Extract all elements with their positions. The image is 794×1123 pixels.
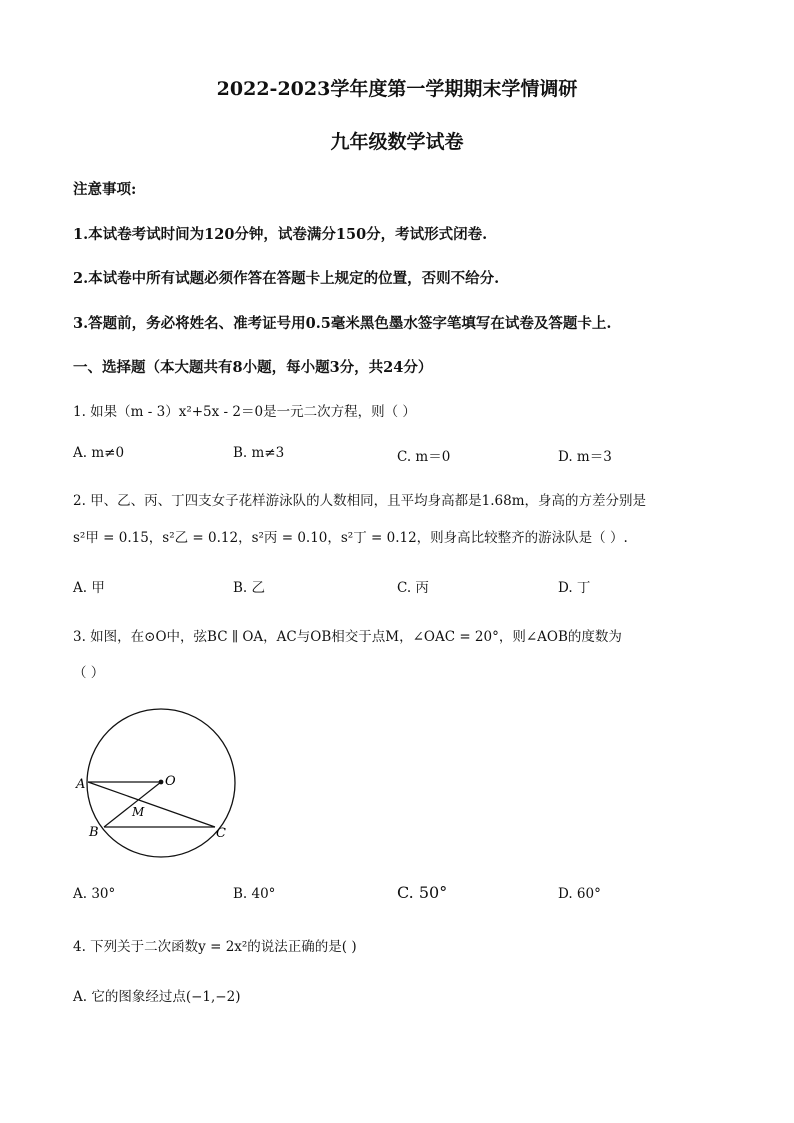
- question-4-stem: 4. 下列关于二次函数y = 2x²的说法正确的是( ): [73, 939, 357, 955]
- question-2-option-c: C. 丙: [397, 580, 429, 596]
- question-1-option-b: B. m≠3: [233, 445, 285, 461]
- question-1-option-d: D. m＝3: [558, 449, 612, 465]
- center-point-o: [159, 780, 164, 785]
- circle-geometry-figure: [70, 705, 260, 865]
- question-1-option-a: A. m≠0: [73, 445, 125, 461]
- notice-heading: 注意事项:: [73, 181, 137, 198]
- section-heading: 一、选择题（本大题共有8小题，每小题3分，共24分）: [73, 359, 433, 376]
- question-1-stem: 1. 如果（m - 3）x²+5x - 2＝0是一元二次方程，则（ ）: [73, 404, 416, 420]
- question-1-option-c: C. m＝0: [397, 449, 451, 465]
- question-2-option-d: D. 丁: [558, 580, 591, 596]
- notice-item-1: 1.本试卷考试时间为120分钟，试卷满分150分，考试形式闭卷.: [73, 226, 488, 243]
- label-a: A: [76, 777, 86, 792]
- question-2-option-a: A. 甲: [73, 580, 105, 596]
- label-m: M: [132, 805, 145, 819]
- question-3-stem-cont: （ ）: [73, 665, 105, 681]
- question-3-option-d: D. 60°: [558, 886, 601, 902]
- page-title: 2022-2023学年度第一学期期末学情调研: [216, 78, 578, 100]
- label-o: O: [165, 774, 176, 789]
- notice-item-2: 2.本试卷中所有试题必须作答在答题卡上规定的位置，否则不给分.: [73, 270, 500, 287]
- label-b: B: [89, 825, 99, 840]
- question-3-option-c: C. 50°: [397, 883, 448, 902]
- question-3-option-a: A. 30°: [73, 886, 116, 902]
- question-3-stem: 3. 如图，在⊙O中，弦BC ∥ OA，AC与OB相交于点M，∠OAC = 20°，则∠AOB的度数为: [73, 629, 622, 645]
- notice-item-3: 3.答题前，务必将姓名、准考证号用0.5毫米黑色墨水签字笔填写在试卷及答题卡上.: [73, 315, 612, 332]
- question-2-stem: 2. 甲、乙、丙、丁四支女子花样游泳队的人数相同，且平均身高都是1.68m，身高的方差分别是: [73, 493, 647, 509]
- question-3-option-b: B. 40°: [233, 886, 276, 902]
- question-2-variances: s²甲 = 0.15，s²乙 = 0.12，s²丙 = 0.10，s²丁 = 0.12，则身高比较整齐的游泳队是（ ）.: [73, 530, 628, 546]
- label-c: C: [216, 826, 226, 841]
- page-subtitle: 九年级数学试卷: [330, 131, 464, 153]
- question-2-option-b: B. 乙: [233, 580, 266, 596]
- question-4-option-a: A. 它的图象经过点(−1,−2): [73, 989, 241, 1005]
